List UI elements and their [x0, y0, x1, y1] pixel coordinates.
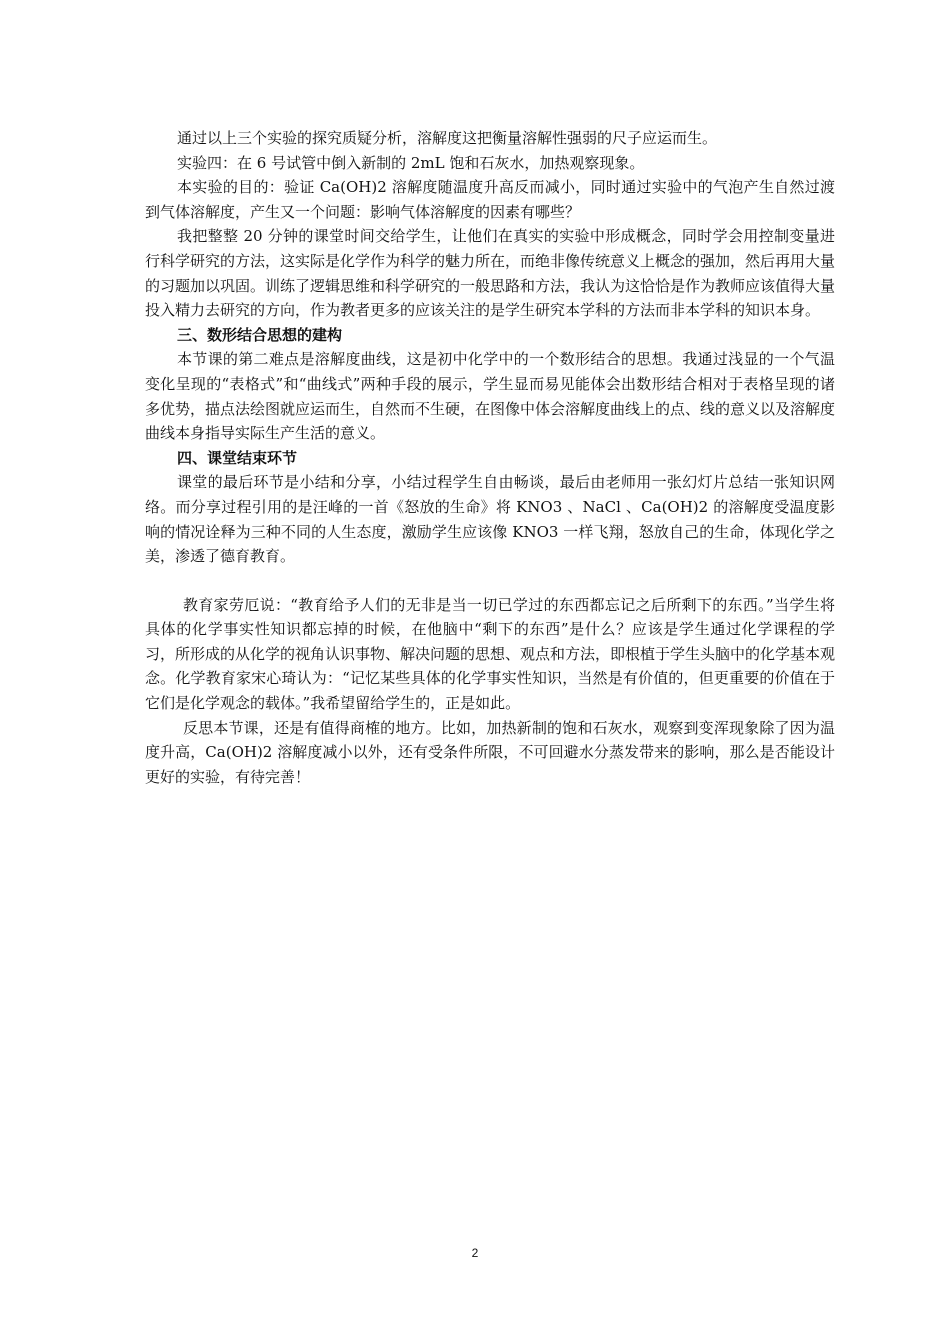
paragraph-class-time: 我把整整 20 分钟的课堂时间交给学生，让他们在真实的实验中形成概念，同时学会用控制变量进行科学研究的方法，这实际是化学作为科学的魅力所在，而绝非像传统意义上概念的强加，然后再用大量的习题加以巩固。训练了逻辑思维和科学研究的一般思路和方法，我认为这恰恰是作为教师应该值得大量投入精力去研究的方向，作为教者更多的应该关注的是学生研究本学科的方法而非本学科的知识本身。 — [145, 227, 836, 320]
section-heading-three: 三、数形结合思想的建构 — [177, 325, 343, 344]
page-body — [145, 126, 835, 789]
paragraph-class-ending: 课堂的最后环节是小结和分享，小结过程学生自由畅谈，最后由老师用一张幻灯片总结一张知识网络。而分享过程引用的是汪峰的一首《怒放的生命》将 KNO3 、NaCl 、Ca(OH)2 的溶解度受温度影响的情况诠释为三种不同的人生态度，激励学生应该像 KNO3 一样飞翔，怒放自己的生命，体现化学之美，渗透了德育教育。 — [145, 473, 835, 566]
paragraph-spacer — [145, 569, 835, 593]
paragraph-reflection: 反思本节课，还是有值得商榷的地方。比如，加热新制的饱和石灰水，观察到变浑现象除了因为温度升高，Ca(OH)2 溶解度减小以外，还有受条件所限，不可回避水分蒸发带来的影响，那么是否能设计更好的实验，有待完善！ — [145, 718, 835, 786]
paragraph-experiment-four: 实验四：在 6 号试管中倒入新制的 2mL 饱和石灰水，加热观察现象。 — [177, 153, 645, 172]
page-number: 2 — [471, 1246, 479, 1260]
paragraph-solubility-curve: 本节课的第二难点是溶解度曲线，这是初中化学中的一个数形结合的思想。我通过浅显的一个气温变化呈现的“表格式”和“曲线式”两种手段的展示，学生显而易见能体会出数形结合相对于表格呈现的诸多优势，描点法绘图就应运而生，自然而不生硬，在图像中体会溶解度曲线上的点、线的意义以及溶解度曲线本身指导实际生产生活的意义。 — [145, 350, 836, 443]
paragraph-laue-quote: 教育家劳厄说：“教育给予人们的无非是当一切已学过的东西都忘记之后所剩下的东西。”当学生将具体的化学事实性知识都忘掉的时候，在他脑中“剩下的东西”是什么？应该是学生通过化学课程的学习，所形成的从化学的视角认识事物、解决问题的思想、观点和方法，即根植于学生头脑中的化学基本观念。化学教育家宋心琦认为：“记忆某些具体的化学事实性知识，当然是有价值的，但更重要的价值在于它们是化学观念的载体。”我希望留给学生的，正是如此。 — [145, 595, 836, 713]
paragraph-solubility-origin: 通过以上三个实验的探究质疑分析，溶解度这把衡量溶解性强弱的尺子应运而生。 — [177, 129, 718, 147]
section-heading-four: 四、课堂结束环节 — [177, 448, 298, 467]
paragraph-experiment-purpose: 本实验的目的：验证 Ca(OH)2 溶解度随温度升高反而减小，同时通过实验中的气泡产生自然过渡到气体溶解度，产生又一个问题：影响气体溶解度的因素有哪些？ — [145, 178, 835, 221]
